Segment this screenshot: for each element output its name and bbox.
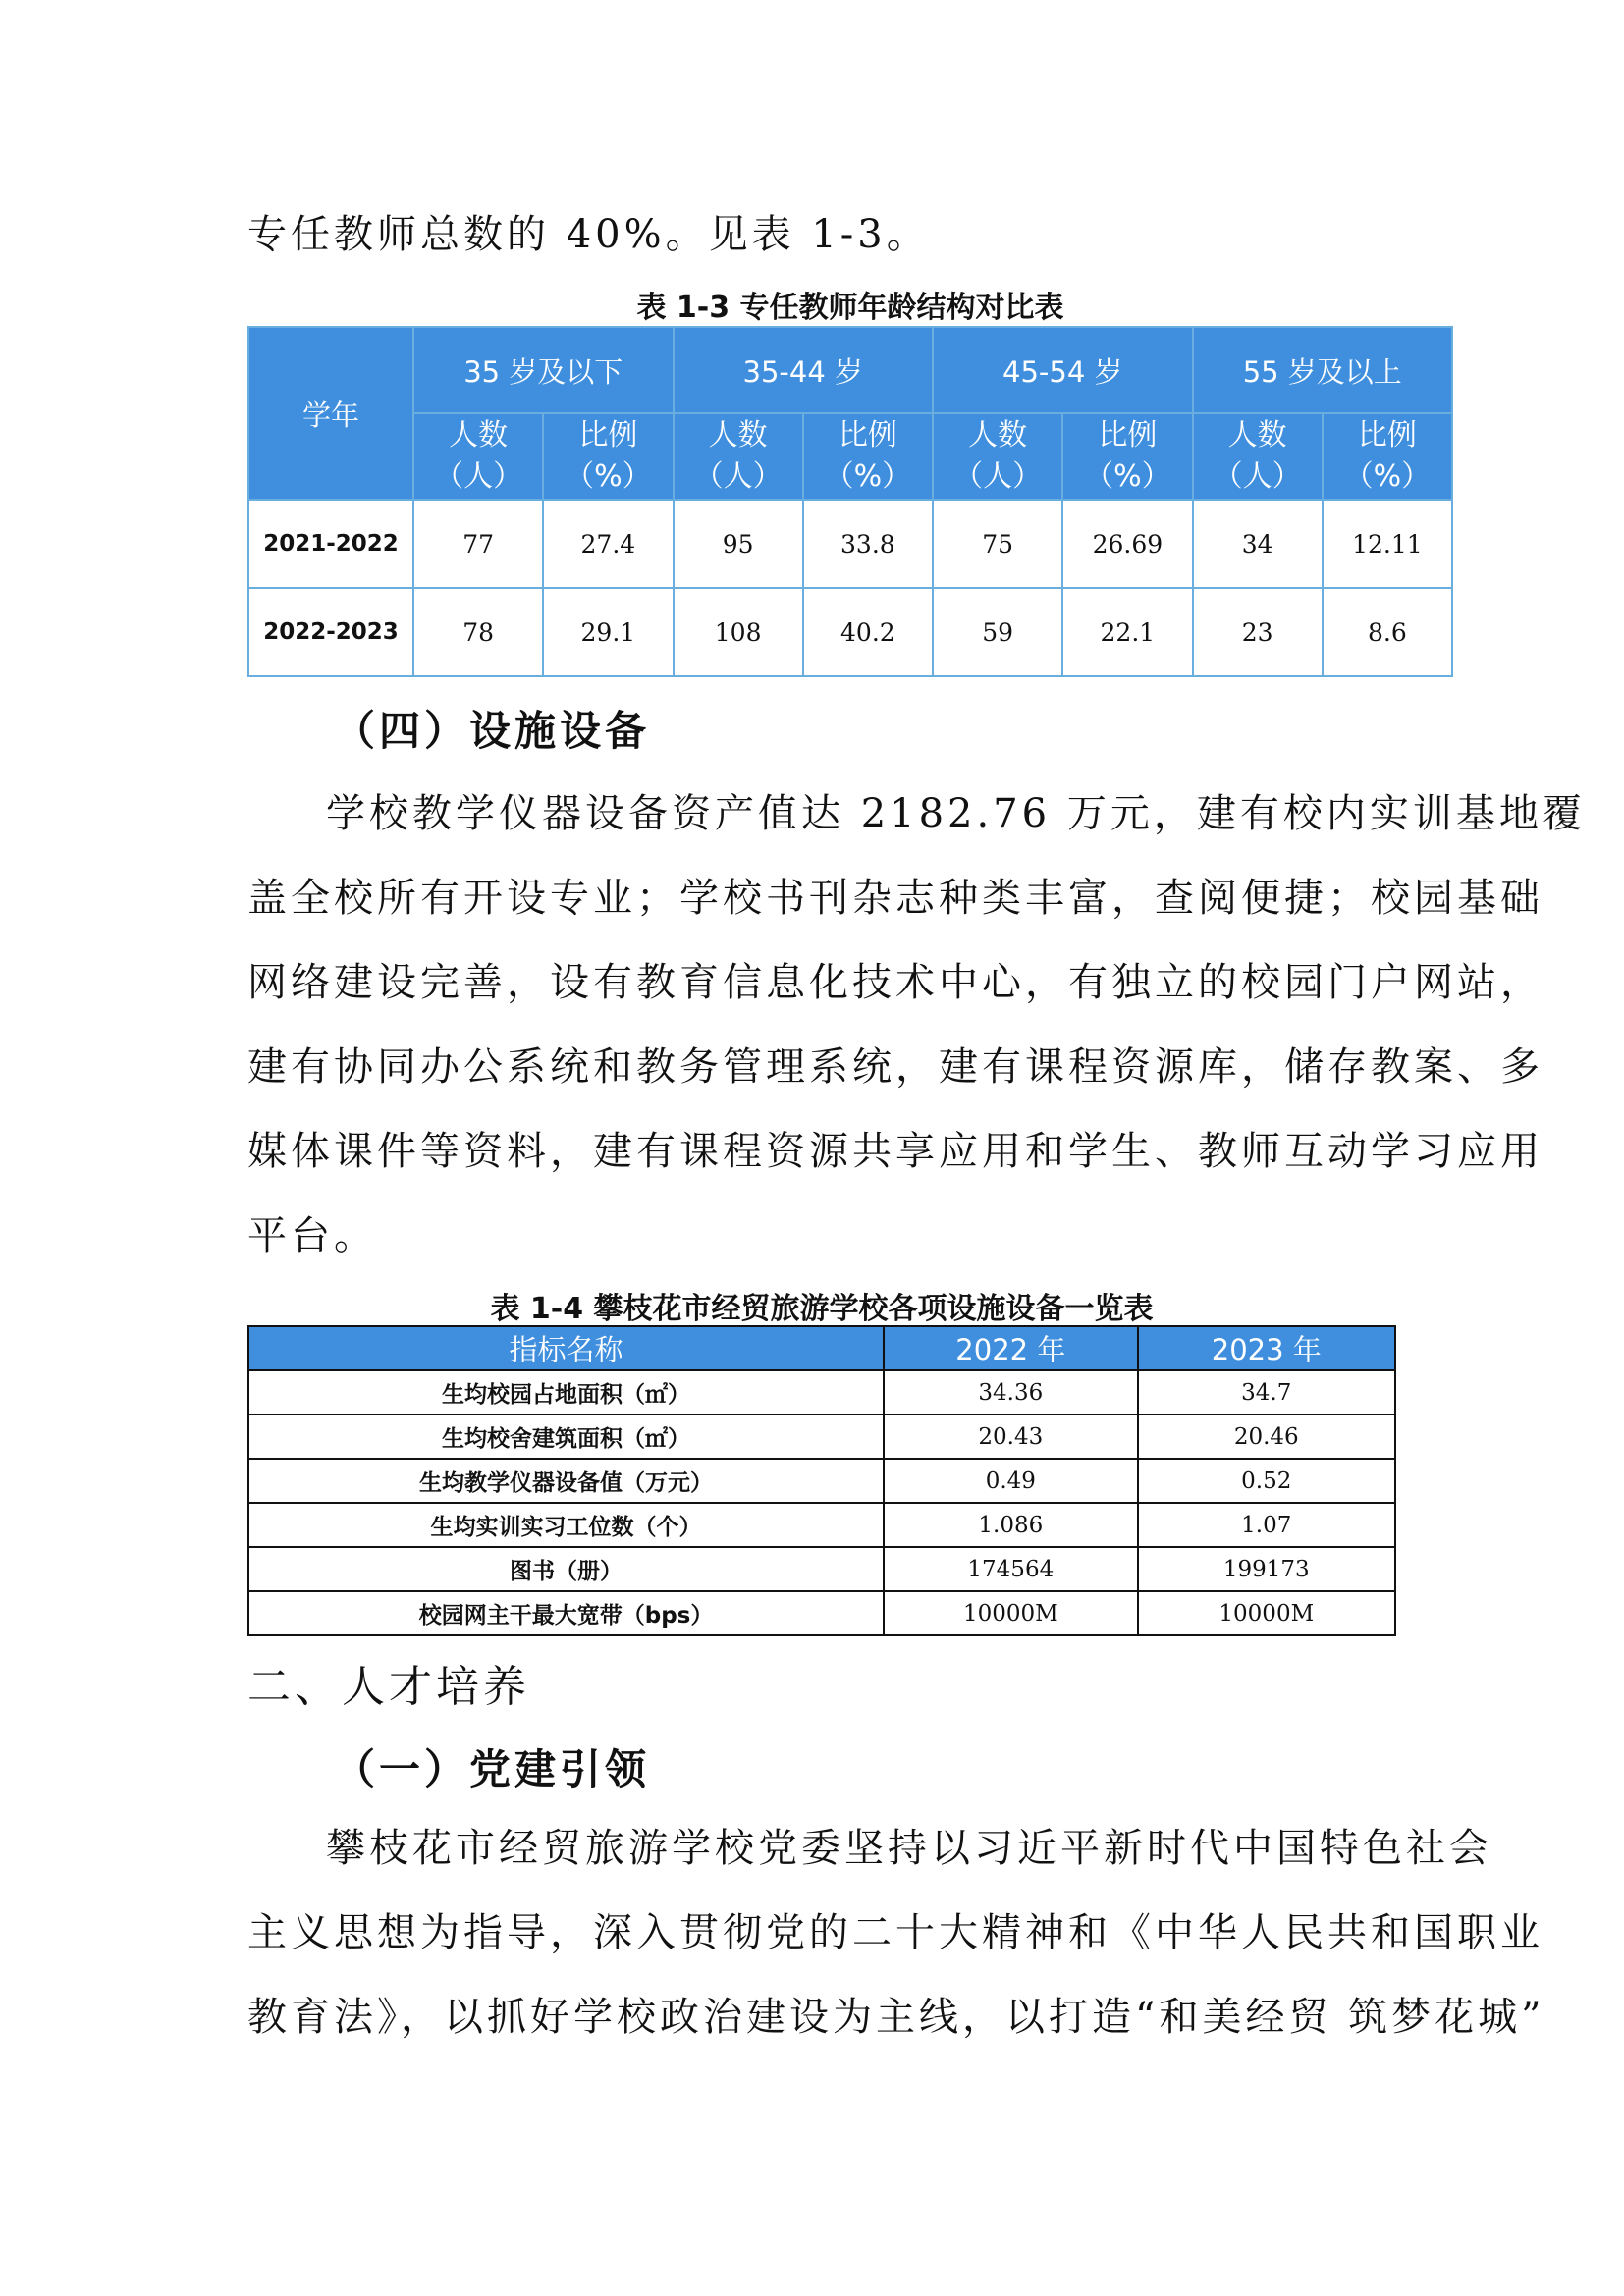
count-header: 人数 （人） xyxy=(1193,413,1323,500)
ratio-header: 比例 （%） xyxy=(803,413,933,500)
indicator-header: 指标名称 xyxy=(248,1326,884,1370)
count-header: 人数 （人） xyxy=(413,413,543,500)
table-cell: 95 xyxy=(674,500,803,588)
table-cell: 0.52 xyxy=(1138,1459,1395,1503)
table-cell: 108 xyxy=(674,588,803,676)
text-line: 网络建设完善，设有教育信息化技术中心，有独立的校园门户网站， xyxy=(247,960,1543,1005)
ratio-header: 比例 （%） xyxy=(1323,413,1452,500)
text-line: 教育法》，以抓好学校政治建设为主线，以打造“和美经贸 筑梦花城” xyxy=(247,1995,1545,2040)
table-cell: 27.4 xyxy=(543,500,673,588)
year-cell: 2022-2023 xyxy=(248,588,413,676)
age-group-header: 45-54 岁 xyxy=(933,327,1193,413)
text-line: 学校教学仪器设备资产值达 2182.76 万元，建有校内实训基地覆 xyxy=(326,791,1586,836)
facilities-paragraph xyxy=(247,772,1586,1278)
table-cell: 34.7 xyxy=(1138,1370,1395,1415)
table-cell: 1.07 xyxy=(1138,1503,1395,1547)
table-row xyxy=(248,1591,1395,1635)
table-cell: 1.086 xyxy=(884,1503,1137,1547)
text-line: 主义思想为指导，深入贯彻党的二十大精神和《中华人民共和国职业 xyxy=(247,1910,1543,1955)
text-line: 盖全校所有开设专业；学校书刊杂志种类丰富，查阅便捷；校园基础 xyxy=(247,876,1543,921)
count-header: 人数 （人） xyxy=(933,413,1062,500)
text-line: 媒体课件等资料，建有课程资源共享应用和学生、教师互动学习应用 xyxy=(247,1129,1543,1174)
indicator-cell: 生均校舍建筑面积（㎡） xyxy=(248,1415,884,1459)
count-header: 人数 （人） xyxy=(674,413,803,500)
table-row xyxy=(248,1370,1395,1415)
ratio-header: 比例 （%） xyxy=(543,413,673,500)
table-cell: 34 xyxy=(1193,500,1323,588)
table-cell: 10000M xyxy=(1138,1591,1395,1635)
table-cell: 174564 xyxy=(884,1547,1137,1591)
table-cell: 33.8 xyxy=(803,500,933,588)
indicator-cell: 图书（册） xyxy=(248,1547,884,1591)
table-row xyxy=(248,1415,1395,1459)
chapter-heading-talent-training: 二、人才培养 xyxy=(247,1662,530,1712)
table-1-3-caption: 表 1-3 专任教师年龄结构对比表 xyxy=(636,291,1064,325)
table-cell: 78 xyxy=(413,588,543,676)
table-cell: 20.43 xyxy=(884,1415,1137,1459)
table-cell: 0.49 xyxy=(884,1459,1137,1503)
ratio-header: 比例 （%） xyxy=(1062,413,1192,500)
text-line: 专任教师总数的 40%。见表 1-3。 xyxy=(247,212,930,257)
table-cell: 20.46 xyxy=(1138,1415,1395,1459)
indicator-cell: 校园网主干最大宽带（bps） xyxy=(248,1591,884,1635)
section-heading-facilities: （四）设施设备 xyxy=(334,707,651,755)
age-group-header: 55 岁及以上 xyxy=(1193,327,1453,413)
year-cell: 2021-2022 xyxy=(248,500,413,588)
table-cell: 26.69 xyxy=(1062,500,1192,588)
table-cell: 199173 xyxy=(1138,1547,1395,1591)
section-heading-party-building: （一）党建引领 xyxy=(334,1745,651,1793)
text-line: 建有协同办公系统和教务管理系统，建有课程资源库，储存教案、多 xyxy=(247,1044,1543,1090)
table-cell: 22.1 xyxy=(1062,588,1192,676)
table-cell: 10000M xyxy=(884,1591,1137,1635)
table-cell: 59 xyxy=(933,588,1062,676)
table-row xyxy=(248,588,1452,676)
teacher-age-table xyxy=(247,326,1453,677)
table-row xyxy=(248,1503,1395,1547)
table-cell: 34.36 xyxy=(884,1370,1137,1415)
year-2022-header: 2022 年 xyxy=(884,1326,1137,1370)
age-group-header: 35 岁及以下 xyxy=(413,327,674,413)
facilities-table xyxy=(247,1325,1396,1636)
intro-paragraph xyxy=(247,192,1386,277)
table-cell: 12.11 xyxy=(1323,500,1452,588)
indicator-cell: 生均教学仪器设备值（万元） xyxy=(248,1459,884,1503)
table-cell: 77 xyxy=(413,500,543,588)
table-cell: 75 xyxy=(933,500,1062,588)
party-building-paragraph xyxy=(247,1806,1545,2059)
table-cell: 29.1 xyxy=(543,588,673,676)
table-cell: 40.2 xyxy=(803,588,933,676)
year-2023-header: 2023 年 xyxy=(1138,1326,1395,1370)
table-row xyxy=(248,1547,1395,1591)
table-cell: 8.6 xyxy=(1323,588,1452,676)
year-header: 学年 xyxy=(248,327,413,500)
indicator-cell: 生均校园占地面积（㎡） xyxy=(248,1370,884,1415)
table-row xyxy=(248,1459,1395,1503)
table-cell: 23 xyxy=(1193,588,1323,676)
indicator-cell: 生均实训实习工位数（个） xyxy=(248,1503,884,1547)
text-line: 攀枝花市经贸旅游学校党委坚持以习近平新时代中国特色社会 xyxy=(326,1826,1492,1871)
table-1-4-caption: 表 1-4 攀枝花市经贸旅游学校各项设施设备一览表 xyxy=(490,1292,1154,1326)
age-group-header: 35-44 岁 xyxy=(674,327,934,413)
text-line: 平台。 xyxy=(247,1213,377,1258)
table-row xyxy=(248,500,1452,588)
